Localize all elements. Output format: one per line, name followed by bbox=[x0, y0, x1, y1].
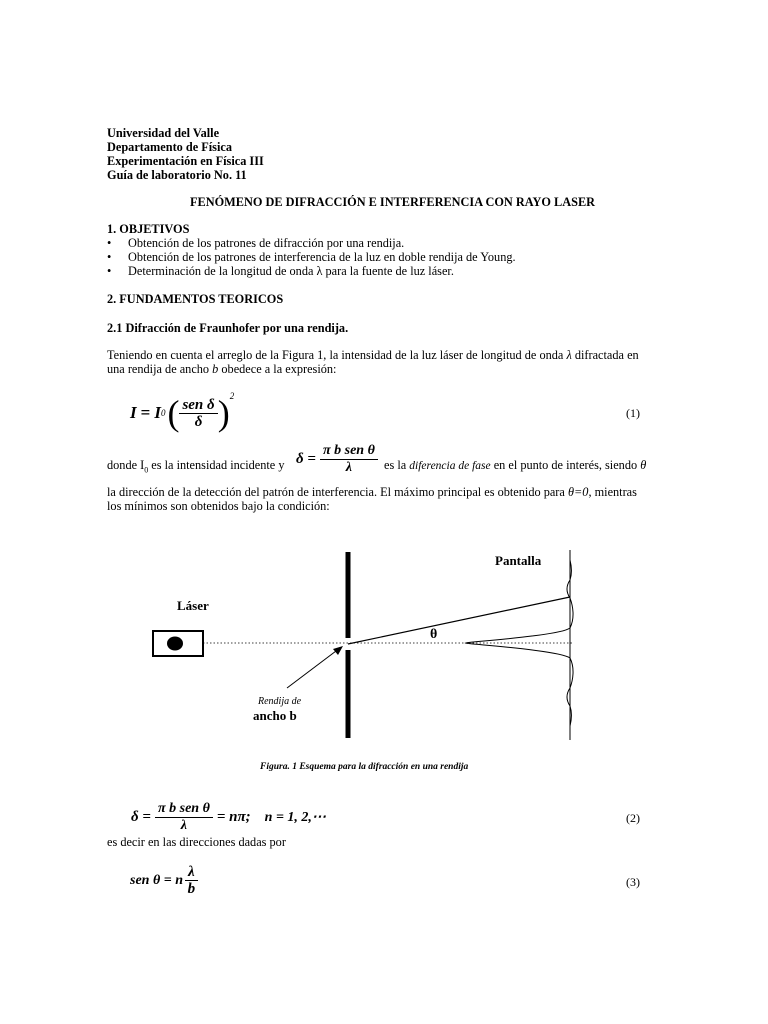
arrow-head-icon bbox=[333, 646, 343, 655]
figure-caption: Figura. 1 Esquema para la difracción en una rendija bbox=[260, 762, 469, 772]
equation-1: I = I 0 ( $\frac{\text{sen δ}}{\delta}$ ) $^2$ bbox=[130, 391, 235, 433]
label-laser: Láser bbox=[177, 598, 209, 613]
course-line: Experimentación en Física III bbox=[107, 154, 264, 168]
equation-2-number: (2) bbox=[626, 811, 640, 825]
guide-line: Guía de laboratorio No. 11 bbox=[107, 168, 247, 182]
paragraph-line: los mínimos son obtenidos bajo la condición: bbox=[107, 499, 330, 513]
subsection-heading: 2.1 Difracción de Fraunhofer por una rendija. bbox=[107, 321, 349, 335]
phase-difference-formula: δ = $\frac{\text{π b sen θ}}{\lambda}$ bbox=[296, 443, 378, 476]
list-item: • Obtención de los patrones de difracción por una rendija. bbox=[107, 236, 405, 250]
paragraph-line: Teniendo en cuenta el arreglo de la Figura 1, la intensidad de la luz láser de longitud de onda λ difractada en bbox=[107, 348, 639, 362]
objectives-heading: 1. OBJETIVOS bbox=[107, 222, 190, 236]
arrow-line bbox=[287, 648, 340, 688]
paragraph-line: es decir en las direcciones dadas por bbox=[107, 835, 286, 849]
paragraph-line: una rendija de ancho b obedece a la expresión: bbox=[107, 362, 337, 376]
list-item: • Obtención de los patrones de interferencia de la luz en doble rendija de Young. bbox=[107, 250, 516, 264]
paragraph-line: es la diferencia de fase en el punto de interés, siendo θ bbox=[384, 458, 647, 472]
equation-3-number: (3) bbox=[626, 875, 640, 889]
list-item: • Determinación de la longitud de onda λ para la fuente de luz láser. bbox=[107, 264, 454, 278]
objectives-list bbox=[107, 236, 627, 278]
diffraction-diagram bbox=[140, 540, 600, 745]
label-ancho: ancho b bbox=[253, 708, 297, 723]
page-title: FENÓMENO DE DIFRACCIÓN E INTERFERENCIA CON RAYO LASER bbox=[190, 195, 596, 209]
department-line: Departamento de Física bbox=[107, 140, 232, 154]
bullet-icon: • bbox=[107, 264, 112, 278]
equation-3: sen θ = n $\frac{\lambda}{b}$ bbox=[130, 864, 198, 897]
institution-line: Universidad del Valle bbox=[107, 126, 220, 140]
label-theta: θ bbox=[430, 627, 438, 642]
equation-2: δ = $\frac{\text{π b sen θ}}{\lambda}$ = nπ; n = 1, 2,⋯ bbox=[131, 801, 326, 833]
diffracted-ray bbox=[348, 597, 570, 644]
theory-heading: 2. FUNDAMENTOS TEORICOS bbox=[107, 292, 284, 306]
label-rendija: Rendija de bbox=[258, 696, 302, 707]
label-pantalla: Pantalla bbox=[495, 553, 542, 568]
bullet-icon: • bbox=[107, 250, 112, 264]
paragraph-line: donde $I_0$ es la intensidad incidente y bbox=[107, 458, 285, 475]
laser-aperture bbox=[167, 637, 183, 651]
paragraph-line: la dirección de la detección del patrón de interferencia. El máximo principal es obtenido para θ=0, mientras bbox=[107, 485, 637, 499]
equation-1-number: (1) bbox=[626, 406, 640, 420]
bullet-icon: • bbox=[107, 236, 112, 250]
